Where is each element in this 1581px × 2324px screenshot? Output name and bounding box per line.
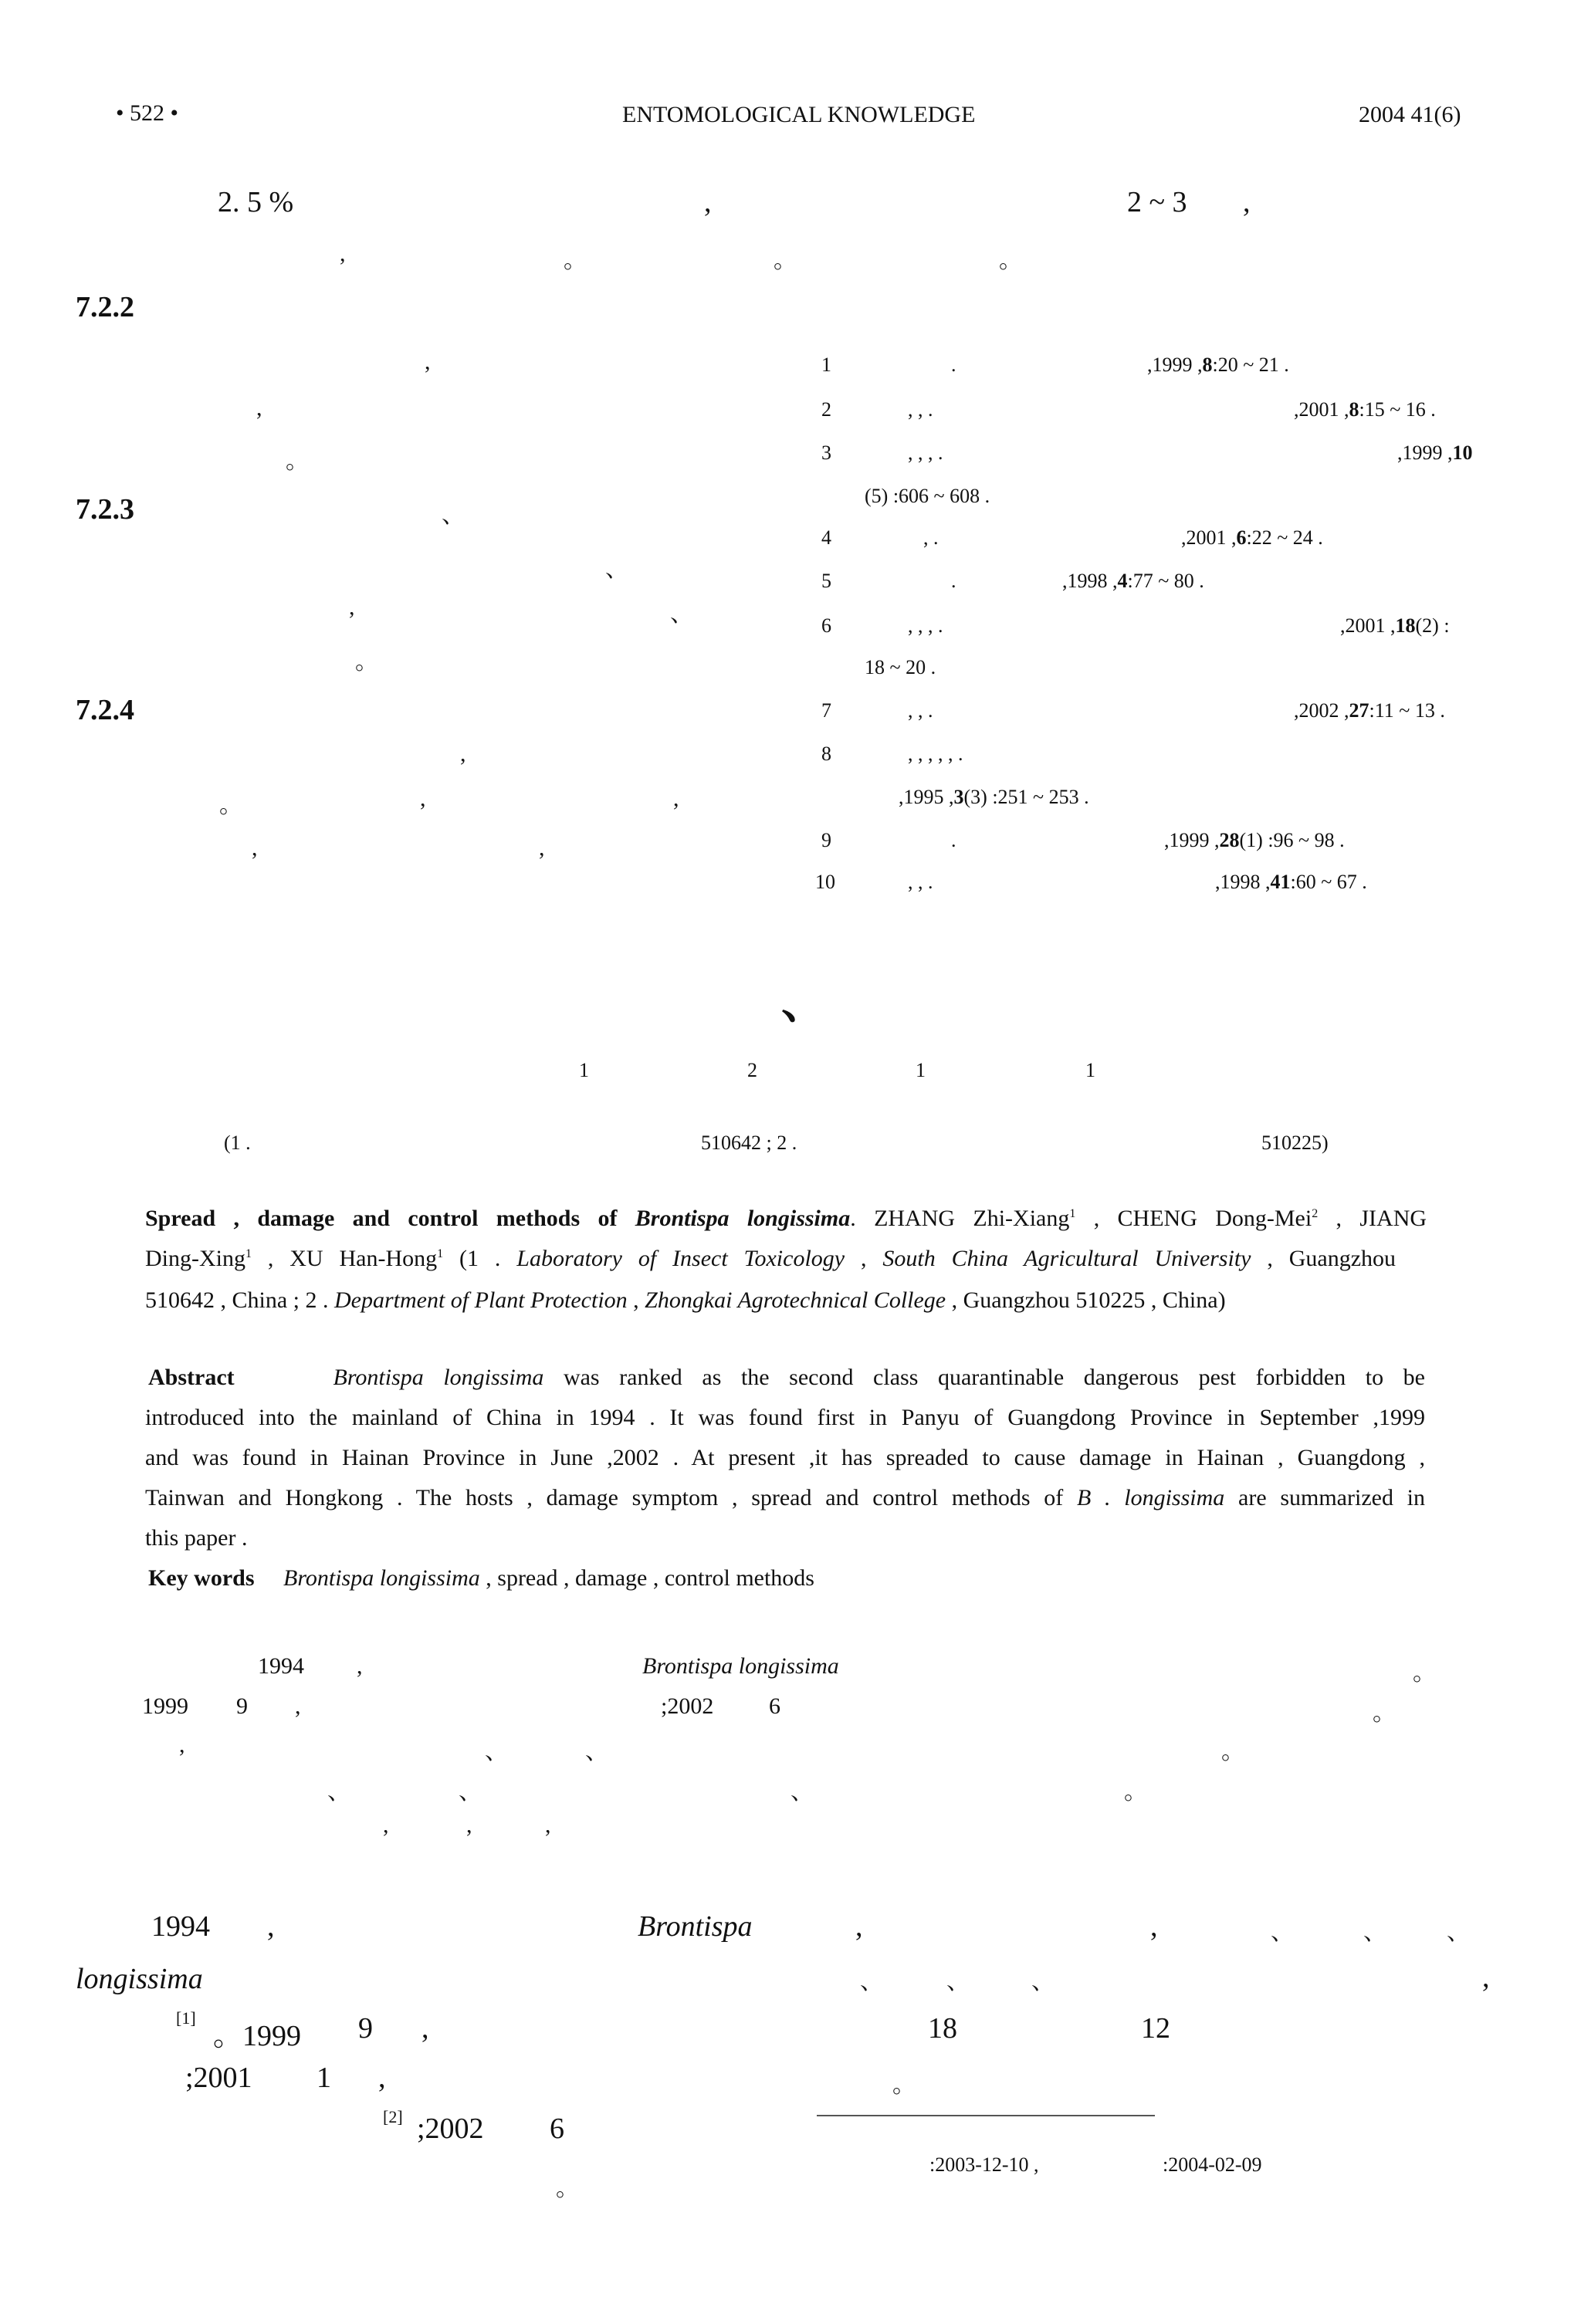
text-fragment: ;2002 (661, 1693, 714, 1719)
text-fragment: 。 (774, 248, 797, 273)
text-fragment: 、 (860, 1969, 883, 1994)
reference-continuation: (5) :606 ~ 608 . (865, 485, 990, 507)
text-fragment: , (466, 1812, 472, 1838)
text-fragment: , (378, 2062, 386, 2094)
text-fragment: 、 (459, 1779, 482, 1805)
reference-tail: ,2001 ,6:22 ~ 24 . (1181, 526, 1323, 549)
author-mark: 1 (1085, 1059, 1095, 1081)
reference-mid: , , , . (908, 441, 943, 464)
reference-item: 5 (821, 570, 831, 592)
citation-ref: [2] (383, 2107, 403, 2126)
text-fragment: 18 (928, 2012, 957, 2045)
text-fragment: , (340, 241, 346, 266)
text-fragment: , (425, 349, 431, 374)
text-fragment: 、 (790, 1779, 814, 1805)
section-heading-7-2-3: 7.2.3 (76, 493, 134, 526)
text-fragment: Brontispa longissima (642, 1653, 839, 1679)
reference-mid: , . (923, 526, 939, 549)
text-fragment: , (460, 741, 466, 766)
affiliation-open: (1 . (224, 1132, 251, 1154)
affiliation-zip1: 510642 ; 2 . (701, 1132, 797, 1154)
text-fragment: 、 (327, 1779, 350, 1805)
text-fragment: 、 (585, 1739, 608, 1764)
text-fragment: 。 (1124, 1779, 1147, 1805)
reference-item: 2 (821, 398, 831, 421)
abstract-line: introduced into the mainland of China in 1994 . It was found first in Panyu of Guangdong Province in September ,1999 (145, 1405, 1425, 1430)
text-fragment: Brontispa (638, 1910, 753, 1943)
text-fragment: 、 (1363, 1920, 1386, 1945)
reference-mid: , , . (908, 871, 933, 893)
reference-item: 6 (821, 614, 831, 637)
text-fragment: 。 (564, 248, 587, 273)
reference-item: 9 (821, 829, 831, 851)
page-number: • 522 • (116, 100, 179, 126)
text-fragment: 。1999 (213, 2020, 302, 2052)
text-fragment: , (1150, 1910, 1158, 1943)
footnote-revised: :2004-02-09 (1163, 2153, 1262, 2176)
text-fragment: 。 (1221, 1739, 1244, 1764)
journal-title: ENTOMOLOGICAL KNOWLEDGE (622, 102, 976, 127)
text-fragment: , (295, 1693, 301, 1719)
text-fragment: , (357, 1653, 363, 1679)
text-fragment: , (421, 2012, 429, 2045)
reference-mid: . (951, 354, 956, 376)
reference-number: 1 (821, 354, 831, 376)
text-fragment: 。 (999, 248, 1022, 273)
text-fragment: longissima (76, 1963, 203, 1995)
issue-info: 2004 41(6) (1359, 102, 1461, 127)
text-fragment: 。 (892, 2072, 916, 2098)
affiliation-zip2: 510225) (1261, 1132, 1329, 1154)
text-fragment: 、 (946, 1969, 970, 1994)
text-fragment: 2. 5 % (218, 186, 294, 218)
text-fragment: 。 (355, 649, 378, 675)
text-fragment: , (1482, 1961, 1490, 1994)
abstract-line: Tainwan and Hongkong . The hosts , damage symptom , spread and control methods of B . longissima are summarized in (145, 1485, 1426, 1510)
text-fragment: 6 (769, 1693, 780, 1719)
text-fragment: , (267, 1910, 275, 1943)
text-fragment: 1999 (142, 1693, 188, 1719)
english-title-line2: Ding-Xing$^1$ , XU Han-Hong$^1$ (1 . Laboratory of Insect Toxicology , South China Agricultural University , Guangzhou (145, 1246, 1396, 1271)
reference-tail: ,2001 ,18(2) : (1340, 614, 1450, 637)
text-fragment: , (673, 786, 679, 811)
section-heading-7-2-4: 7.2.4 (76, 694, 134, 726)
reference-tail: ,1999 ,10 (1397, 441, 1473, 464)
reference-mid: , , , , , . (908, 743, 963, 765)
text-fragment: , (539, 835, 545, 861)
text-fragment: 、 (442, 502, 465, 528)
reference-mid: , , . (908, 398, 933, 421)
reference-continuation: ,1995 ,3(3) :251 ~ 253 . (899, 786, 1089, 808)
keywords-label: Key words (148, 1565, 255, 1591)
abstract-line: Abstract Brontispa longissima was ranked as the second class quarantinable dangerous pest forbidden to be (148, 1365, 1425, 1390)
text-fragment: , (252, 835, 258, 861)
text-fragment: , (545, 1812, 551, 1838)
text-fragment: 1994 (258, 1653, 304, 1679)
reference-item: 7 (821, 699, 831, 722)
text-fragment: 。 (1373, 1700, 1396, 1726)
reference-tail: ,2001 ,8:15 ~ 16 . (1294, 398, 1436, 421)
reference-tail: ,1998 ,4:77 ~ 80 . (1062, 570, 1204, 592)
text-fragment: 9 (358, 2012, 373, 2045)
text-fragment: , (349, 594, 355, 620)
text-fragment: 9 (236, 1693, 248, 1719)
text-fragment: 6 (550, 2113, 564, 2145)
footnote-received: :2003-12-10 , (929, 2153, 1039, 2176)
reference-item: 10 (815, 871, 835, 893)
reference-item: 8 (821, 743, 831, 765)
title-mark: 、 (781, 978, 827, 1028)
text-fragment: 12 (1141, 2012, 1170, 2045)
reference-item: 4 (821, 526, 831, 549)
text-fragment: ;2001 (185, 2062, 252, 2094)
reference-tail: ,1999 ,8:20 ~ 21 . (1147, 354, 1289, 376)
abstract-label: Abstract (148, 1365, 235, 1390)
text-fragment: , (704, 186, 712, 218)
english-title-line3: 510642 , China ; 2 . Department of Plant Protection , Zhongkai Agrotechnical College , Guangzhou 510225 , China) (145, 1287, 1226, 1313)
section-heading-7-2-2: 7.2.2 (76, 291, 134, 323)
text-fragment: 2 ~ 3 (1127, 186, 1187, 218)
text-fragment: 、 (1271, 1920, 1294, 1945)
reference-continuation: 18 ~ 20 . (865, 656, 936, 678)
reference-mid: , , . (908, 699, 933, 722)
text-fragment: ;2002 (417, 2113, 484, 2145)
keywords-line: Key words Brontispa longissima , spread , damage , control methods (148, 1565, 814, 1591)
text-fragment: 。 (286, 448, 309, 474)
text-fragment: 。 (219, 793, 242, 818)
text-fragment: , (1243, 186, 1251, 218)
abstract-line: and was found in Hainan Province in June ,2002 . At present ,it has spreaded to cause damage in Hainan , Guangdong , (145, 1445, 1425, 1470)
reference-mid: . (951, 570, 956, 592)
text-fragment: 、 (670, 601, 693, 627)
reference-item: 3 (821, 441, 831, 464)
author-mark: 1 (916, 1059, 926, 1081)
text-fragment: , (383, 1812, 389, 1838)
text-fragment: , (420, 786, 426, 811)
text-fragment: , (855, 1910, 863, 1943)
reference-tail: ,2002 ,27:11 ~ 13 . (1294, 699, 1445, 722)
text-fragment: 、 (605, 556, 628, 582)
text-fragment: , (256, 395, 262, 421)
text-fragment: 1994 (151, 1910, 210, 1943)
author-mark: 1 (579, 1059, 589, 1081)
abstract-line: this paper . (145, 1525, 248, 1551)
text-fragment: 。 (1413, 1660, 1436, 1686)
english-title-line1: Spread , damage and control methods of Brontispa longissima. ZHANG Zhi-Xiang$^1$ , CHENG Dong-Mei$^2$ , JIANG (145, 1206, 1427, 1231)
text-fragment: 、 (1031, 1969, 1055, 1994)
reference-item (821, 354, 831, 377)
reference-mid: . (951, 829, 956, 851)
text-fragment: 。 (556, 2176, 579, 2201)
text-fragment: , (179, 1732, 185, 1757)
text-fragment: 、 (1447, 1920, 1470, 1945)
reference-mid: , , , . (908, 614, 943, 637)
text-fragment: 1 (317, 2062, 331, 2094)
footnote-rule (817, 2115, 1155, 2116)
author-mark: 2 (747, 1059, 757, 1081)
reference-tail: ,1998 ,41:60 ~ 67 . (1215, 871, 1367, 893)
citation-ref: [1] (176, 2008, 196, 2028)
text-fragment: 、 (485, 1739, 508, 1764)
reference-tail: ,1999 ,28(1) :96 ~ 98 . (1164, 829, 1345, 851)
